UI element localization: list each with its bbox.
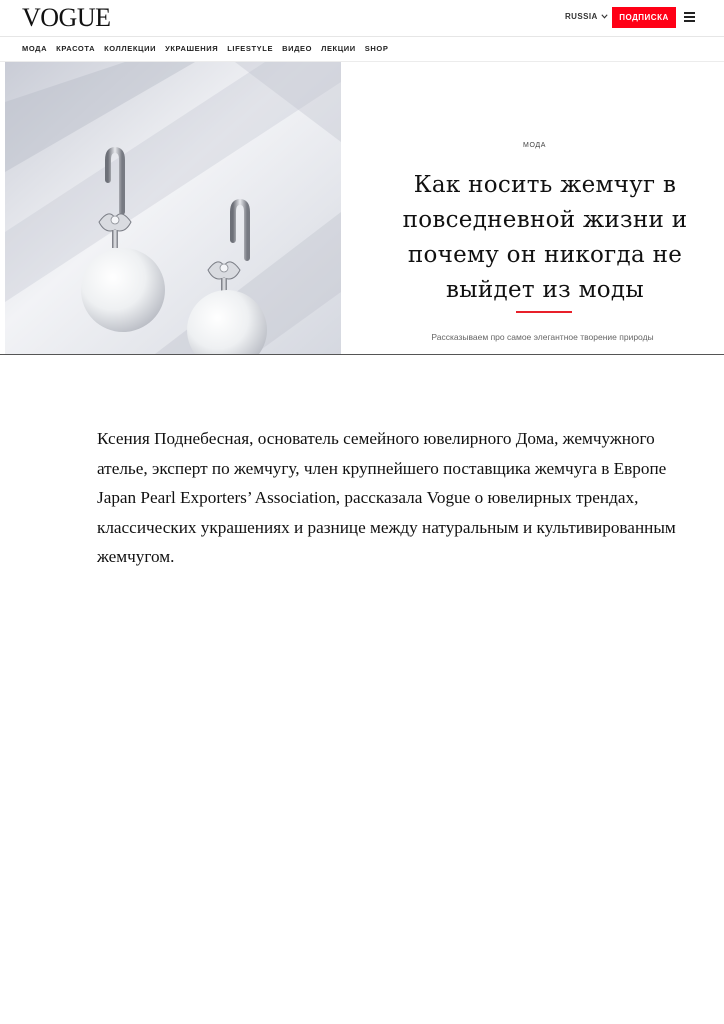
region-label: RUSSIA <box>565 12 598 21</box>
article-intro: Ксения Поднебесная, основатель семейного ювелирного Дома, жемчужного ателье, эксперт по жемчугу, член крупнейшего поставщика жемчуга в Европе Japan Pearl Exporters’ Association, рассказала Vogue о ювелирных трендах, классических украшениях и разнице между натуральным и культивированным жемчугом. <box>97 429 676 566</box>
nav-item-lektsii[interactable]: ЛЕКЦИИ <box>321 44 356 53</box>
nav-item-ukrasheniya[interactable]: УКРАШЕНИЯ <box>165 44 219 53</box>
site-header <box>0 0 724 37</box>
pearl-earrings-image <box>5 62 341 354</box>
nav-item-moda[interactable]: МОДА <box>22 44 48 53</box>
article-dek: Рассказываем про самое элегантное творение природы <box>431 332 654 342</box>
hero-text-block <box>345 62 724 354</box>
nav-item-video[interactable]: ВИДЕО <box>282 44 313 53</box>
title-divider <box>516 311 572 313</box>
main-nav <box>0 37 724 62</box>
hero-section <box>0 62 724 355</box>
article-title: Как носить жемчуг в повседневной жизни и почему он никогда не выйдет из моды <box>402 172 688 303</box>
region-selector[interactable] <box>565 12 608 21</box>
nav-item-shop[interactable]: SHOP <box>364 44 389 53</box>
vogue-logo[interactable]: VOGUE <box>22 3 111 32</box>
chevron-down-icon <box>601 14 608 19</box>
nav-item-lifestyle[interactable]: LIFESTYLE <box>227 44 274 53</box>
hero-category-label[interactable]: МОДА <box>523 142 546 149</box>
nav-item-kollektsii[interactable]: КОЛЛЕКЦИИ <box>104 44 157 53</box>
menu-icon[interactable] <box>684 12 695 22</box>
subscribe-button[interactable]: ПОДПИСКА <box>612 7 676 28</box>
nav-item-krasota[interactable]: КРАСОТА <box>56 44 96 53</box>
nav-list <box>22 44 388 54</box>
